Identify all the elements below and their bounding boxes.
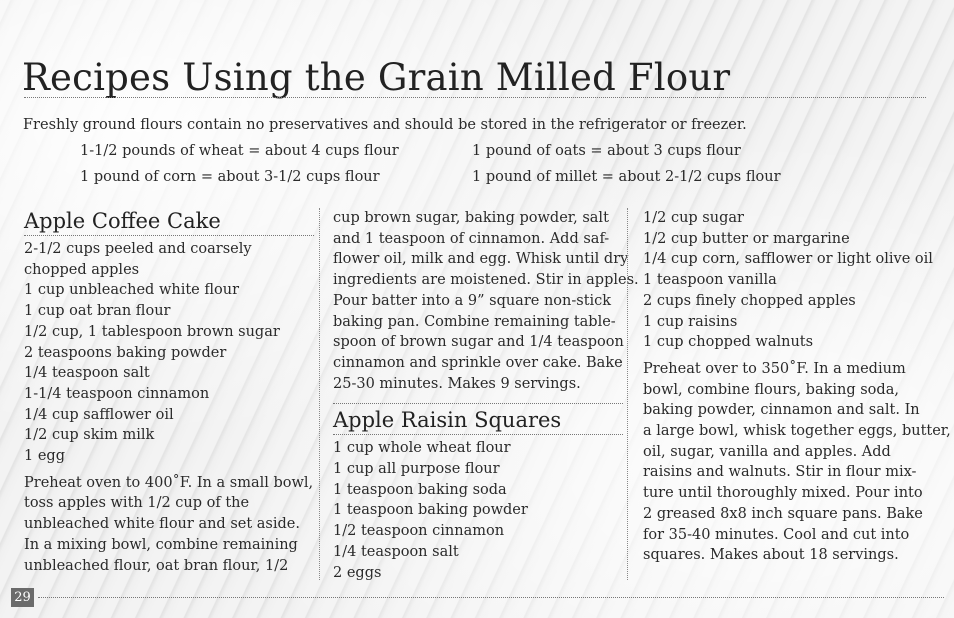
direction-line: toss apples with 1/2 cup of the bbox=[24, 495, 250, 512]
direction-line: ingredients are moistened. Stir in apples. bbox=[333, 272, 639, 289]
direction-line: In a mixing bowl, combine remaining bbox=[24, 536, 298, 553]
column-divider-1 bbox=[319, 208, 320, 580]
recipe-heading-apple-raisin-squares: Apple Raisin Squares bbox=[333, 408, 562, 433]
conversion-millet: 1 pound of millet = about 2-1/2 cups flour bbox=[472, 169, 781, 185]
title-divider bbox=[24, 97, 926, 98]
direction-line: Preheat oven to 400˚F. In a small bowl, bbox=[24, 474, 314, 491]
direction-line: 2 greased 8x8 inch square pans. Bake bbox=[643, 505, 923, 522]
ingredient-item: 2 cups finely chopped apples bbox=[643, 292, 856, 309]
footer-divider bbox=[38, 597, 944, 598]
raisin-squares-ingredients-part-1 bbox=[333, 438, 623, 583]
ingredient-item: 1/2 cup sugar bbox=[643, 210, 744, 226]
recipe-heading-apple-coffee-cake: Apple Coffee Cake bbox=[24, 209, 221, 233]
ingredient-item: 2-1/2 cups peeled and coarsely bbox=[24, 241, 252, 257]
direction-line: baking pan. Combine remaining table- bbox=[333, 313, 616, 330]
direction-line: and 1 teaspoon of cinnamon. Add saf- bbox=[333, 230, 610, 247]
direction-line: unbleached flour, oat bran flour, 1/2 bbox=[24, 557, 289, 574]
direction-line: cup brown sugar, baking powder, salt bbox=[333, 210, 609, 226]
direction-line: raisins and walnuts. Stir in flour mix- bbox=[643, 464, 917, 481]
conversion-corn: 1 pound of corn = about 3-1/2 cups flour bbox=[80, 169, 380, 185]
ingredient-item: 1 cup chopped walnuts bbox=[643, 334, 814, 351]
ingredient-item: 1 teaspoon baking powder bbox=[333, 502, 528, 519]
heading-divider bbox=[333, 434, 623, 435]
ingredient-item: 1 cup oat bran flour bbox=[24, 303, 171, 320]
ingredient-item: 2 teaspoons baking powder bbox=[24, 344, 227, 361]
ingredient-item: 1/2 cup butter or margarine bbox=[643, 230, 850, 247]
ingredient-item: 1 cup raisins bbox=[643, 313, 738, 330]
column-3 bbox=[643, 208, 951, 566]
ingredient-item: 1/4 teaspoon salt bbox=[24, 365, 150, 382]
coffee-cake-directions-part-2 bbox=[333, 208, 639, 394]
ingredient-item: 1/2 cup, 1 tablespoon brown sugar bbox=[24, 323, 280, 340]
ingredient-item: 1 teaspoon vanilla bbox=[643, 272, 777, 289]
direction-line: oil, sugar, vanilla and apples. Add bbox=[643, 443, 891, 460]
column-divider-2 bbox=[627, 208, 628, 580]
column-1 bbox=[24, 208, 314, 576]
coffee-cake-directions-part-1 bbox=[24, 473, 314, 577]
coffee-cake-ingredients bbox=[24, 239, 314, 467]
direction-line: unbleached white flour and set aside. bbox=[24, 516, 300, 533]
ingredient-item: 1/2 cup skim milk bbox=[24, 427, 155, 444]
raisin-squares-ingredients-part-2 bbox=[643, 208, 943, 353]
direction-line: flower oil, milk and egg. Whisk until dry bbox=[333, 251, 629, 268]
ingredient-item: chopped apples bbox=[24, 261, 140, 278]
direction-line: Preheat over to 350˚F. In a medium bbox=[643, 360, 906, 377]
page-title: Recipes Using the Grain Milled Flour bbox=[22, 56, 731, 99]
direction-line: for 35-40 minutes. Cool and cut into bbox=[643, 526, 910, 543]
direction-line: a large bowl, whisk together eggs, butter, bbox=[643, 423, 951, 440]
ingredient-item: 1 cup unbleached white flour bbox=[24, 282, 240, 299]
direction-line: ture until thoroughly mixed. Pour into bbox=[643, 485, 923, 502]
ingredient-item: 1-1/4 teaspoon cinnamon bbox=[24, 385, 210, 402]
direction-line: baking powder, cinnamon and salt. In bbox=[643, 402, 920, 419]
ingredient-item: 1 teaspoon baking soda bbox=[333, 481, 507, 498]
direction-line: spoon of brown sugar and 1/4 teaspoon bbox=[333, 334, 624, 351]
ingredient-item: 1/2 teaspoon cinnamon bbox=[333, 523, 505, 540]
direction-line: cinnamon and sprinkle over cake. Bake bbox=[333, 354, 623, 371]
conversion-oats: 1 pound of oats = about 3 cups flour bbox=[472, 143, 741, 159]
conversion-wheat: 1-1/2 pounds of wheat = about 4 cups flour bbox=[80, 143, 399, 159]
direction-line: squares. Makes about 18 servings. bbox=[643, 547, 899, 564]
heading-divider bbox=[24, 235, 314, 236]
section-divider bbox=[333, 403, 623, 404]
ingredient-item: 1 cup whole wheat flour bbox=[333, 440, 511, 457]
direction-line: Pour batter into a 9” square non-stick bbox=[333, 292, 612, 309]
ingredient-item: 1 cup all purpose flour bbox=[333, 461, 500, 478]
ingredient-item: 1/4 teaspoon salt bbox=[333, 543, 459, 560]
direction-line: bowl, combine flours, baking soda, bbox=[643, 381, 899, 398]
ingredient-item: 1 egg bbox=[24, 448, 65, 465]
ingredient-item: 1/4 cup corn, safflower or light olive oil bbox=[643, 251, 933, 268]
raisin-squares-directions bbox=[643, 359, 951, 566]
page-number: 29 bbox=[11, 588, 34, 607]
column-2 bbox=[333, 208, 639, 583]
direction-line: 25-30 minutes. Makes 9 servings. bbox=[333, 375, 581, 392]
storage-note: Freshly ground flours contain no preservatives and should be stored in the refrigerator or freezer. bbox=[23, 117, 747, 133]
ingredient-item: 1/4 cup safflower oil bbox=[24, 406, 174, 423]
ingredient-item: 2 eggs bbox=[333, 564, 382, 581]
